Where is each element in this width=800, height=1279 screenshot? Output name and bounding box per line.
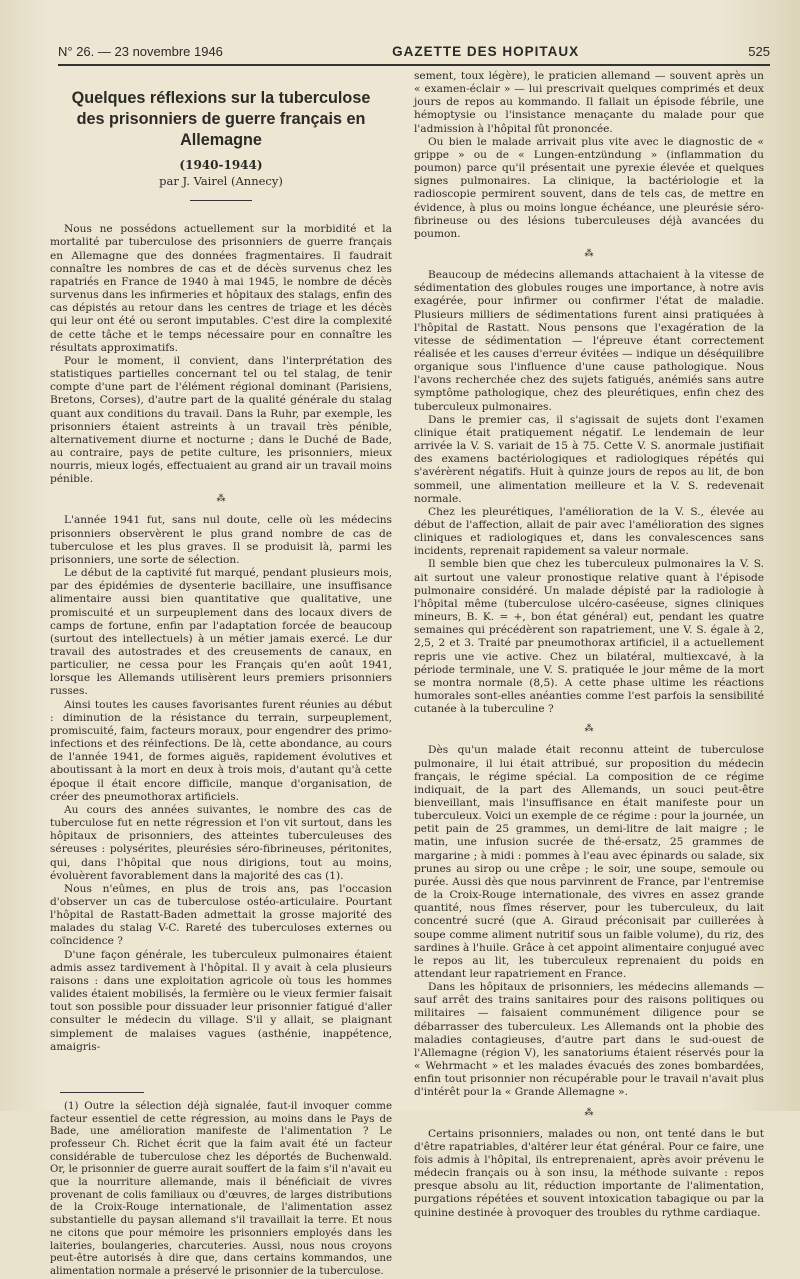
paragraph: Pour le moment, il convient, dans l'interprétation des statistiques partielles concernant tel ou tel stalag, de tenir compte d'une part de l'élément régional dominant (Parisiens, Bretons, Corses), d'autre part de la qualité générale du stalag quant aux conditions du travail. Dans la Ruhr, par exemple, les prisonniers étaient astreints à un travail très pénible, alternativement diurne et nocturne ; dans le Duché de Bade, au contraire, pays de petite culture, les prisonniers, mieux nourris, mieux logés, effectuaient au grand air un travail moins pénible.: [50, 354, 392, 486]
issue-date: N° 26. — 23 novembre 1946: [58, 44, 223, 59]
paragraph: Nous ne possédons actuellement sur la morbidité et la mortalité par tuberculose des prisonniers de guerre français en Allemagne que des données fragmentaires. Il faudrait connaître les nombres de cas et de décès survenus chez les rapatriés en France de 1940 à mai 1945, le nombre de décès survenus dans les infirmeries et hôpitaux des stalags, enfin des cas dépistés au retour dans les centres de triage et les décès qui leur ont été ou seront imputables. C'est dire la complexité de cette tâche et le temps nécessaire pour en connaître les résultats approximatifs.: [50, 223, 392, 354]
paragraph: Beaucoup de médecins allemands attachaient à la vitesse de sédimentation des globules rouges une importance, à notre avis exagérée, pour infirmer ou confirmer l'état de maladie. Plusieurs milliers de sédimentations furent ainsi pratiquées à l'hôpital de Rastatt. Nous pensons que l'exagération de la vitesse de sédimentation — l'épreuve étant correctement réalisée et les causes d'erreur évitées — indique un déséquilibre organique sous l'influence d'une cause pathologique. Nous l'avons recherchée chez des sujets fatigués, anémiés sans autre symptôme pathologique, chez des pleurétiques, enfin chez des tuberculeux pulmonaires.: [414, 269, 764, 413]
paragraph: Ainsi toutes les causes favorisantes furent réunies au début : diminution de la résistance du terrain, surpeuplement, promiscuité, faim, facteurs moraux, pour engendrer des primo-infections et des réinfections. De là, cette abondance, au cours de l'année 1941, de formes aiguës, rapidement évolutives et aboutissant à la mort en deux à trois mois, d'autant qu'à cette époque il était encore difficile, manque d'organisation, de créer des pneumothorax artificiels.: [50, 698, 392, 803]
paragraph: Certains prisonniers, malades ou non, ont tenté dans le but d'être rapatriables, d'altérer leur état général. Pour ce faire, une fois admis à l'hôpital, ils entreprenaient, après avoir prévenu le médecin français ou à son insu, la méthode suivante : repos presque absolu au lit, réduction importante de l'alimentation, purgations répétées et souvent intoxication tabagique ou par la quinine destinée à provoquer des troubles du rythme cardiaque.: [414, 1127, 764, 1219]
section-separator: ⁂: [584, 249, 594, 260]
title-rule: [190, 200, 252, 201]
paragraph: Nous n'eûmes, en plus de trois ans, pas l'occasion d'observer un cas de tuberculose ostéo-articulaire. Pourtant l'hôpital de Rastatt-Baden admettait la grosse majorité des malades du stalag V-C. Rareté des tuberculoses externes ou coïncidence ?: [50, 882, 392, 948]
footnote-rule: [60, 1092, 144, 1093]
paragraph: Chez les pleurétiques, l'amélioration de la V. S., élevée au début de l'affection, allait de pair avec l'amélioration des signes cliniques et radiologiques et, dans les convalescences sans incidents, reprenait rapidement sa valeur normale.: [414, 505, 764, 558]
paragraph: Ou bien le malade arrivait plus vite avec le diagnostic de « grippe » ou de « Lungen-entzündung » (inflammation du poumon) parce qu'il présentait une pyrexie élevée et quelques signes pulmonaires. La clinique, la bactériologie et la radioscopie permirent souvent, dans de tels cas, de mettre en évidence, à plus ou moins longue échéance, une pleurésie séro-fibrineuse ou des lésions tuberculeuses déjà avancées du poumon.: [414, 135, 764, 240]
header-rule: [58, 64, 770, 66]
paragraph: Dans les hôpitaux de prisonniers, les médecins allemands — sauf arrêt des trains sanitaires pour des raisons politiques ou militaires — faisaient communément diligence pour se débarrasser des tuberculeux. Les Allemands ont la phobie des maladies contagieuses, d'autre part dans le sud-ouest de l'Allemagne (région V), les sanatoriums étaient réservés pour la « Wehrmacht » et les malades évacués des zones bombardées, enfin tout prisonnier non récupérable pour le travail n'avait plus d'intérêt pour la « Grande Allemagne ».: [414, 981, 764, 1099]
section-separator: ⁂: [216, 494, 226, 505]
page-number: 525: [748, 44, 770, 59]
paragraph: L'année 1941 fut, sans nul doute, celle où les médecins prisonniers observèrent le plus grand nombre de cas de tuberculose et les plus graves. Il se produisit là, parmi les prisonniers, une sorte de sélection.: [50, 514, 392, 566]
title-line-2: des prisonniers de guerre français en Allemagne: [76, 110, 366, 149]
paragraph: D'une façon générale, les tuberculeux pulmonaires étaient admis assez tardivement à l'hôpital. Il y avait à cela plusieurs raisons : dans une exploitation agricole où tous les hommes valides étaient mobilisés, la fermière ou le vieux fermier faisait tout son possible pour dissuader leur prisonnier fatigué d'aller consulter le médecin du village. S'il y allait, se plaignant simplement de malaises vagues (asthénie, inappétence, amaigris-: [50, 948, 392, 1053]
footnote-text: (1) Outre la sélection déjà signalée, faut-il invoquer comme facteur essentiel de cette régression, au moins dans le Pays de Bade, une amélioration manifeste de l'alimentation ? Le professeur Ch. Richet écrit que la faim avait été un facteur considérable de tuberculose chez les déportés de Buchenwald. Or, le prisonnier de guerre aurait souffert de la faim s'il n'avait eu que la nourriture allemande, mais il bénéficiait de vivres provenant de colis familiaux ou d'œuvres, de larges distributions de la Croix-Rouge internationale, de l'alimentation assez substantielle du paysan allemand s'il travaillait la terre. Et nous ne citons que pour mémoire les prisonniers employés dans les laiteries, boulangeries, charcuteries. Aussi, nous nous croyons peut-être autorisés à dire que, dans certains kommandos, une alimentation normale a préservé le prisonnier de la tuberculose.: [50, 1100, 392, 1277]
paragraph: Il semble bien que chez les tuberculeux pulmonaires la V. S. ait surtout une valeur pronostique relative quant à l'épisode pulmonaire considéré. Un malade dépisté par la radiologie à l'hôpital même (tuberculose ulcéro-caséeuse, signes cliniques mineurs, B. K. = +, bon état général) eut, pendant les quatre semaines qui précédèrent son rapatriement, une V. S. égale à 2, 2,5, 2 et 3. Traité par pneumothorax artificiel, il a actuellement repris une vie active. Chez un bilatéral, multiexcavé, à la période terminale, une V. S. pratiquée le jour même de la mort se montra normale (8,5). A cette phase ultime les réactions humorales sont-elles anéanties comme l'est parfois la sensibilité cutanée à la tuberculine ?: [414, 558, 764, 716]
paragraph: Dès qu'un malade était reconnu atteint de tuberculose pulmonaire, il lui était attribué, sur proposition du médecin français, le régime spécial. La composition de ce régime indiquait, de la part des Allemands, un souci peut-être bienveillant, mais l'insuffisance en était manifeste pour un tuberculeux. Voici un exemple de ce régime : pour la journée, un petit pain de 25 grammes, un demi-litre de lait maigre ; le matin, une infusion sucrée de thé-ersatz, 25 grammes de margarine ; à midi : pommes à l'eau avec épinards ou salade, six prunes au sirop ou une crêpe ; le soir, une soupe, semoule ou purée. Aussi dès que nous parvinrent de France, par l'entremise de la Croix-Rouge internationale, des vivres en assez grande quantité, nous fîmes réserver, pour les tuberculeux, du lait concentré sucré (que A. Giraud préconisait par cuillerées à soupe comme aliment nutritif sous un faible volume), du riz, des sardines à l'huile. Grâce à cet appoint alimentaire conjugué avec le repos au lit, les tuberculeux reprenaient du poids en attendant leur rapatriement en France.: [414, 744, 764, 980]
section-separator: ⁂: [584, 724, 594, 735]
article-author: par J. Vairel (Annecy): [159, 174, 283, 189]
paragraph: Dans le premier cas, il s'agissait de sujets dont l'examen clinique était pratiquement négatif. Le lendemain de leur arrivée la V. S. variait de 15 à 75. Cette V. S. anormale justifiait des examens bactériologiques et radiologiques répétés qui s'avérèrent négatifs. Huit à quinze jours de repos au lit, de bon sommeil, une alimentation meilleure et la V. S. redevenait normale.: [414, 413, 764, 505]
section-separator: ⁂: [584, 1107, 594, 1118]
running-header: [58, 44, 770, 66]
journal-name: GAZETTE DES HOPITAUX: [392, 44, 580, 59]
footnote: [50, 1101, 392, 1279]
left-column: [50, 70, 392, 1279]
right-column: [414, 70, 764, 1220]
title-line-1: Quelques réflexions sur la tuberculose: [71, 89, 371, 107]
paragraph: sement, toux légère), le praticien allemand — souvent après un « examen-éclair » — lui prescrivait quelques comprimés et deux jours de repos au kommando. Il fallait un épisode fébrile, une hémoptysie ou l'insistance menaçante du malade pour que l'admission à l'hôpital fût prononcée.: [414, 70, 764, 135]
article-dates: (1940-1944): [179, 158, 263, 172]
paragraph: Au cours des années suivantes, le nombre des cas de tuberculose fut en nette régression et l'on vit surtout, dans les hôpitaux de prisonniers, des atteintes tuberculeuses des séreuses : polysérites, pleurésies séro-fibrineuses, péritonites, qui, dans l'hôpital que nous dirigions, tout au moins, évoluèrent favorablement dans la majorité des cas (1).: [50, 803, 392, 882]
paragraph: Le début de la captivité fut marqué, pendant plusieurs mois, par des épidémies de dysenterie bacillaire, une insuffisance alimentaire aussi bien quantitative que qualitative, une promiscuité et un surpeuplement dans des locaux divers de camps de fortune, enfin par l'adaptation forcée de beaucoup (surtout des intellectuels) à un métier jamais exercé. Le dur travail des autostrades et des creusements de canaux, en particulier, ne cessa pour les Français qu'en août 1941, lorsque les Allemands utilisèrent leurs premiers prisonniers russes.: [50, 567, 392, 698]
article-title: [50, 88, 392, 151]
